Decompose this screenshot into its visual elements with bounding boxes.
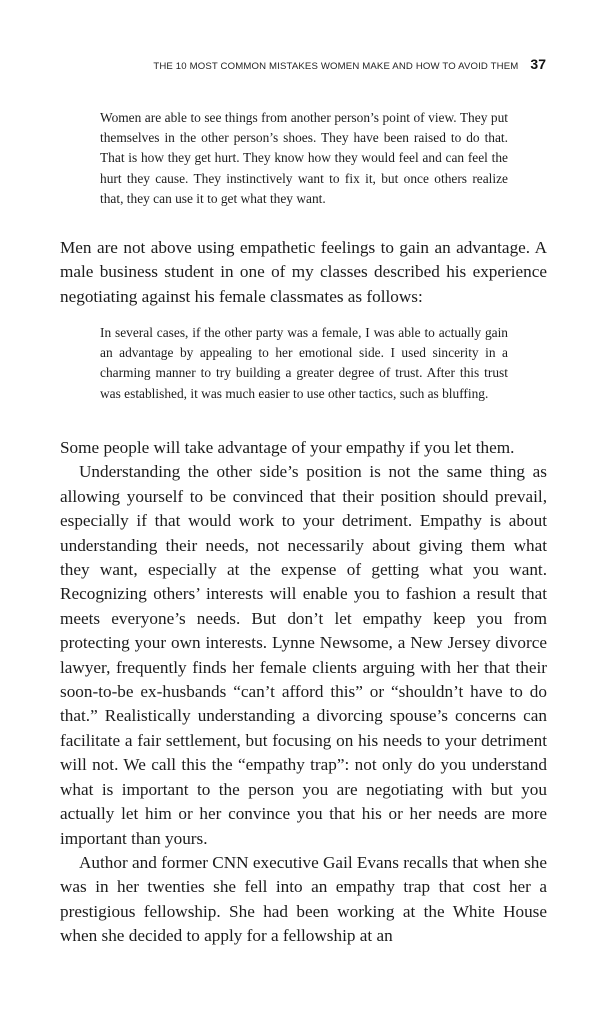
page-number: 37 <box>530 56 546 72</box>
paragraph-men-empathy <box>60 236 547 309</box>
body-paragraph: Men are not above using empathetic feelings to gain an advantage. A male business student in one of my classes described his experience negotiating against his female classmates as follows: <box>60 238 547 306</box>
body-text-section <box>60 436 547 949</box>
running-header <box>153 56 546 72</box>
running-title: THE 10 MOST COMMON MISTAKES WOMEN MAKE AND HOW TO AVOID THEM <box>153 61 519 72</box>
body-paragraph: Understanding the other side’s position is not the same thing as allowing yourself to be convinced that their position should prevail, especially if that would work to your detriment. Empathy is about understanding their needs, not necessarily about giving them what they want, especially at the expense of getting what you want. Recognizing others’ interests will enable you to fashion a result that meets everyone’s needs. But don’t let empathy keep you from protecting your own interests. Lynne Newsome, a New Jersey divorce lawyer, frequently finds her female clients arguing with her that their soon-to-be ex-husbands “can’t afford this” or “shouldn’t have to do that.” Realistically understanding a divorcing spouse’s concerns can facilitate a fair settlement, but focusing on his needs to your detriment will not. We call this the “empathy trap”: not only do you understand what is important to the person you are negotiating with but you actually let him or her convince you that his or her needs are more important than yours. <box>60 462 547 848</box>
block-quote-women-empathy: Women are able to see things from another person’s point of view. They put themselves in the other person’s shoes. They have been raised to do that. That is how they get hurt. They know how they would feel and can feel the hurt they cause. They instinctively want to fix it, but once others realize that, they can use it to get what they want. <box>100 110 508 206</box>
body-paragraph: Some people will take advantage of your empathy if you let them. <box>60 438 515 457</box>
block-quote-business-student: In several cases, if the other party was a female, I was able to actually gain an advantage by appealing to her emotional side. I used sincerity in a charming manner to try building a greater degree of trust. After this trust was established, it was much easier to use other tactics, such as bluffing. <box>100 325 508 401</box>
body-paragraph: Author and former CNN executive Gail Evans recalls that when she was in her twenties she fell into an empathy trap that cost her a prestigious fellowship. She had been working at the White House when she decided to apply for a fellowship at an <box>60 852 547 946</box>
